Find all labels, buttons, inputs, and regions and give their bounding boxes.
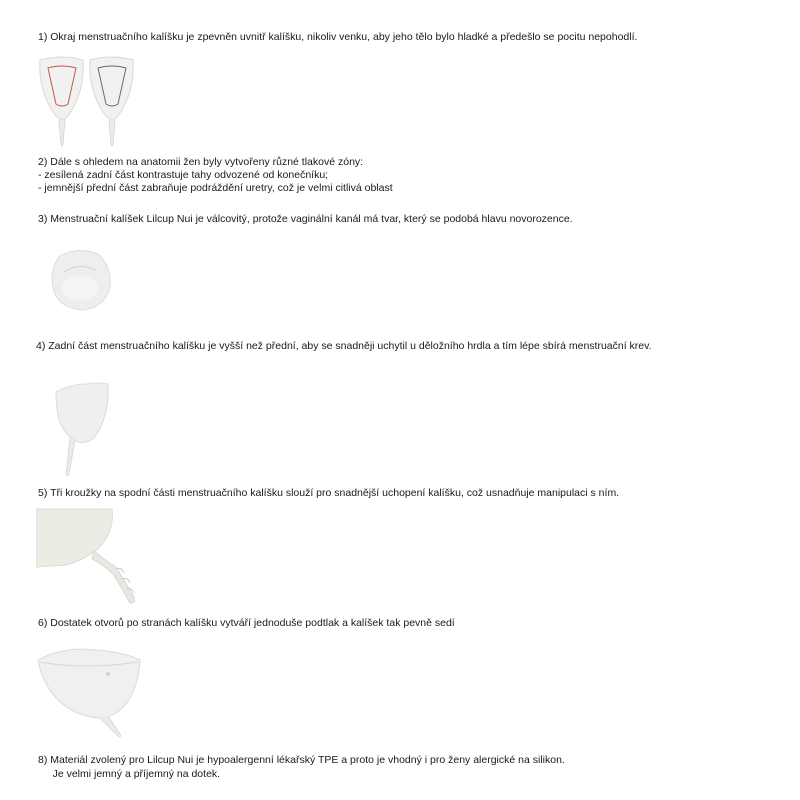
image-two-cups-rim bbox=[36, 52, 140, 150]
item-5-text: 5) Tři kroužky na spodní části menstruačního kalíšku slouží pro snadnější uchopení kalíšku, což usnadňuje manipulaci s ním. bbox=[38, 487, 620, 499]
image-cup-holes bbox=[34, 640, 146, 740]
item-2-line-3: - jemnější přední část zabraňuje podráždění uretry, což je velmi citlivá oblast bbox=[38, 182, 393, 194]
item-2-line-2: - zesílená zadní část kontrastuje tahy odvozené od konečníku; bbox=[38, 169, 329, 181]
image-cup-stem-rings bbox=[36, 505, 146, 605]
item-1-text: 1) Okraj menstruačního kalíšku je zpevněn uvnitř kalíšku, nikoliv venku, aby jeho tělo bylo hladké a předešlo se pocitu nepohodlí. bbox=[38, 31, 638, 43]
image-cup-top-view bbox=[48, 248, 114, 312]
image-cup-side bbox=[52, 380, 112, 480]
item-4-text: 4) Zadní část menstruačního kalíšku je vyšší než přední, aby se snadněji uchytil u děložního hrdla a tím lépe sbírá menstruační krev. bbox=[36, 340, 652, 352]
item-2-line-1: 2) Dále s ohledem na anatomii žen byly vytvořeny různé tlakové zóny: bbox=[38, 156, 364, 168]
item-8-line-2: Je velmi jemný a příjemný na dotek. bbox=[38, 768, 221, 780]
item-6-text: 6) Dostatek otvorů po stranách kalíšku vytváří jednoduše podtlak a kalíšek tak pevně sedí bbox=[38, 617, 455, 629]
item-3-text: 3) Menstruační kalíšek Lilcup Nui je válcovitý, protože vaginální kanál má tvar, který se podobá hlavu novorozence. bbox=[38, 213, 573, 225]
item-8-line-1: 8) Materiál zvolený pro Lilcup Nui je hypoalergenní lékařský TPE a proto je vhodný i pro ženy alergické na silikon. bbox=[38, 754, 565, 766]
